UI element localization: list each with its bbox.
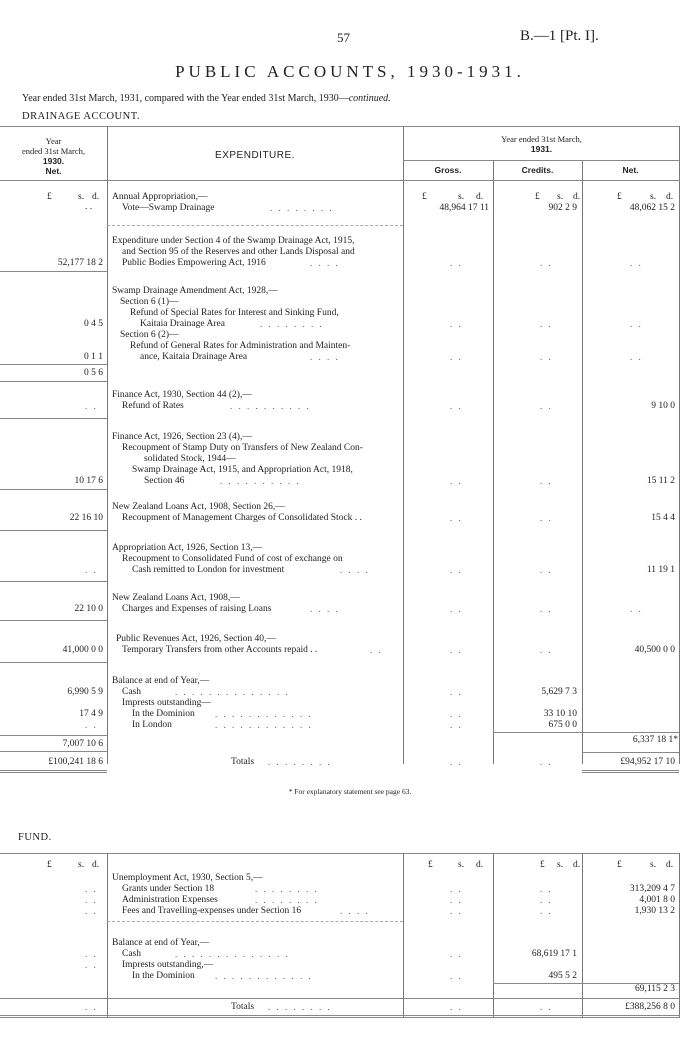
leader-dots: . . . . . . . . . . [230, 401, 311, 411]
r2-line1: Expenditure under Section 4 of the Swamp Drainage Act, 1915, [112, 236, 355, 246]
leader-dots: . . [450, 258, 463, 268]
header-bottom-rule [0, 180, 680, 181]
leader-dots: . . [540, 513, 553, 523]
leader-dots: . . [450, 720, 463, 730]
leader-dots: . . [540, 757, 553, 767]
r10-line5: In London [132, 720, 172, 730]
currency-d-gross: d. [476, 192, 484, 202]
leader-dots: . . [540, 476, 553, 486]
r1-line2: Vote—Swamp Drainage [122, 203, 215, 213]
fund-r2-line3: Imprests outstanding,— [122, 960, 214, 970]
fund-col-divider-expenditure [403, 853, 404, 1018]
table-top-rule [0, 126, 680, 127]
r10-line4: In the Dominion [132, 709, 195, 719]
leader-dots: . . . . . . . . . . . . [215, 971, 313, 981]
subtitle-continued: continued. [348, 93, 391, 104]
totals-net-1931: £94,952 17 10 [620, 757, 675, 767]
col-divider-1930 [107, 126, 108, 764]
r5-line5: Section 46 [144, 476, 185, 486]
r4-line2: Refund of Rates [122, 401, 184, 411]
totals-label-drainage: Totals [231, 757, 255, 767]
fund-r2-credit-cash: 68,619 17 1 [531, 949, 577, 959]
r10-credit-london: 675 0 0 [548, 720, 577, 730]
row-rule [0, 530, 107, 531]
fund-r2-line2: Cash [122, 949, 141, 959]
leader-dots: . . [540, 604, 553, 614]
subtitle-main: Year ended 31st March, 1931, compared with the Year ended 31st March, 1930— [22, 93, 349, 104]
fund-currency-s-net: s. [650, 860, 657, 870]
fund-col-divider-gross [493, 853, 494, 1018]
row-rule [0, 489, 107, 490]
fund-r2-credit-dominion: 495 5 2 [548, 971, 577, 981]
fund-totals-bottom-rule [0, 1015, 680, 1016]
leader-dots: . . [450, 1002, 463, 1012]
leader-dots: . . . . [340, 565, 370, 575]
leader-dots: . . . . [310, 352, 340, 362]
currency-d-credits: d. [573, 192, 581, 202]
header-year-1931 [403, 134, 680, 154]
leader-dots: . . [450, 895, 463, 905]
footnote: * For explanatory statement see page 63. [288, 787, 412, 796]
r10-line1: Balance at end of Year,— [112, 676, 210, 686]
fund-r1-net-c: 1,930 13 2 [634, 906, 675, 916]
subtotal-rule [493, 732, 679, 733]
r4-line1: Finance Act, 1930, Section 44 (2),— [112, 390, 252, 400]
header-net-1930: Net. [45, 166, 62, 176]
leader-dots: . . . . . . . . [255, 895, 319, 905]
r10-1930a: 6,990 5 9 [67, 687, 103, 697]
leader-dots: . . [540, 319, 553, 329]
r6-line1: New Zealand Loans Act, 1908, Section 26,— [112, 502, 285, 512]
leader-dots: . . . . . . . . [270, 203, 334, 213]
leader-dots: . . [85, 895, 98, 905]
fund-totals-rule [0, 998, 680, 999]
r6-net: 15 4 4 [651, 513, 675, 523]
fund-table-top-rule [0, 853, 680, 854]
fund-r1-net-a: 313,209 4 7 [629, 884, 675, 894]
r2-1930: 52,177 18 2 [57, 258, 103, 268]
fund-col-divider-1930 [107, 853, 108, 1018]
leader-dots: . . [85, 1002, 98, 1012]
leader-dots: . . [540, 258, 553, 268]
header-net-1931: Net. [622, 165, 639, 175]
r10-line3: Imprests outstanding— [122, 698, 211, 708]
page-title: PUBLIC ACCOUNTS, 1930-1931. [175, 62, 525, 81]
fund-currency-s-credits: s. [557, 860, 564, 870]
leader-dots: . . [450, 709, 463, 719]
header-ended-1931: Year ended 31st March, [501, 134, 582, 144]
r7-line1: Appropriation Act, 1926, Section 13,— [112, 543, 263, 553]
leader-dots: . . . . [310, 258, 340, 268]
leader-dots: . . [85, 949, 98, 959]
totals-label-fund: Totals [231, 1002, 255, 1012]
leader-dots: . . [450, 757, 463, 767]
fund-r2-net: 69,115 2 3 [634, 984, 675, 994]
r3-line1: Swamp Drainage Amendment Act, 1928,— [112, 286, 278, 296]
r9-line1: Public Revenues Act, 1926, Section 40,— [116, 634, 276, 644]
col-divider-expenditure [403, 126, 404, 764]
r4-net: 9 10 0 [651, 401, 675, 411]
leader-dots: . . . . . . . . . . . . . . [175, 687, 290, 697]
col-divider-gross [493, 160, 494, 764]
row-rule [0, 381, 107, 382]
fund-r1-line3: Administration Expenses [122, 895, 218, 905]
r3-line7: ance, Kaitaia Drainage Area [140, 352, 248, 362]
fund-currency-s-gross: s. [458, 860, 465, 870]
r5-line2: Recoupment of Stamp Duty on Transfers of New Zealand Con- [122, 443, 363, 453]
r1-line1: Annual Appropriation,— [112, 192, 208, 202]
r3-line6: Refund of General Rates for Administration and Mainten- [130, 341, 351, 351]
r5-1930: 10 17 6 [74, 476, 103, 486]
document-reference: B.—1 [Pt. I]. [520, 28, 599, 44]
fund-currency-pound-net: £ [617, 860, 622, 870]
fund-currency-d-1930: d. [92, 860, 100, 870]
r2-line2: and Section 95 of the Reserves and other Lands Disposal and [122, 247, 355, 257]
subtitle [22, 93, 391, 104]
fund-currency-pound-credits: £ [540, 860, 545, 870]
row-rule [0, 364, 107, 365]
leader-dots: . . . . . . . . . . . . . . [175, 949, 290, 959]
r9-1930: 41,000 0 0 [62, 645, 103, 655]
r10-net: 6,337 18 1* [632, 735, 678, 745]
leader-dots: . . [450, 645, 463, 655]
row-separator [107, 921, 403, 922]
fund-currency-d-gross: d. [476, 860, 484, 870]
fund-totals-double-rule [0, 1017, 680, 1018]
leader-dots: . . [540, 401, 553, 411]
leader-dots: . . [450, 687, 463, 697]
r8-line1: New Zealand Loans Act, 1908,— [112, 593, 240, 603]
r7-net: 11 19 1 [646, 565, 675, 575]
currency-s-gross: s. [458, 192, 465, 202]
row-rule [582, 752, 679, 753]
fund-r1-line1: Unemployment Act, 1930, Section 5,— [112, 873, 263, 883]
row-rule [0, 271, 107, 272]
leader-dots: . . [450, 971, 463, 981]
totals-1930: £100,241 18 6 [48, 757, 103, 767]
leader-dots: . . . . . . . . . . . . [215, 720, 313, 730]
page-number: 57 [337, 30, 350, 45]
leader-dots: . . . . . . . . [268, 1002, 332, 1012]
totals-rule [582, 770, 679, 771]
leader-dots: . . [85, 720, 98, 730]
leader-dots: . . [450, 319, 463, 329]
leader-dots: . . [540, 906, 553, 916]
currency-d-net: d. [666, 192, 674, 202]
leader-dots: . . [540, 352, 553, 362]
totals-double-rule [582, 772, 679, 773]
totals-rule [0, 770, 107, 771]
r7-line2: Recoupment to Consolidated Fund of cost of exchange on [122, 554, 343, 564]
header-ended: ended 31st March, [21, 146, 86, 156]
leader-dots: . . [370, 645, 383, 655]
r6-line2: Recoupment of Management Charges of Consolidated Stock . . [122, 513, 362, 523]
fund-currency-d-net: d. [666, 860, 674, 870]
col-divider-right [679, 126, 680, 764]
row-rule [0, 735, 107, 736]
leader-dots: . . [85, 565, 98, 575]
fund-r1-net-b: 4,001 8 0 [639, 895, 675, 905]
leader-dots: . . [540, 1002, 553, 1012]
currency-pound-1930: £ [47, 192, 52, 202]
r3-1930b: 0 1 1 [84, 352, 103, 362]
leader-dots: . . [85, 960, 98, 970]
leader-dots: . . [450, 401, 463, 411]
r3-line5: Section 6 (2)— [120, 330, 179, 340]
leader-dots: . . . . [310, 604, 340, 614]
section-title-fund: FUND. [18, 832, 52, 843]
fund-r2-line1: Balance at end of Year,— [112, 938, 210, 948]
r1-credits: 902 2 9 [548, 203, 577, 213]
col-divider-credits [582, 160, 583, 764]
currency-s-1930: s. [78, 192, 85, 202]
fund-currency-d-credits: d. [573, 860, 581, 870]
r7-line3: Cash remitted to London for investment [132, 565, 285, 575]
fund-col-divider-right [679, 853, 680, 1018]
leader-dots: . . [85, 401, 98, 411]
header-gross: Gross. [434, 165, 462, 175]
leader-dots: . . [450, 906, 463, 916]
fund-currency-s-1930: s. [78, 860, 85, 870]
leader-dots: . . [540, 565, 553, 575]
header-year-1930 [0, 136, 107, 176]
leader-dots: . . [630, 319, 643, 329]
section-title-drainage: DRAINAGE ACCOUNT. [22, 111, 140, 122]
currency-s-net: s. [650, 192, 657, 202]
fund-r1-line4: Fees and Travelling-expenses under Section 16 [122, 906, 302, 916]
r10-credit-cash: 5,629 7 3 [541, 687, 577, 697]
currency-s-credits: s. [557, 192, 564, 202]
header-split-rule [403, 160, 680, 161]
row-rule [0, 751, 107, 752]
leader-dots: . . [450, 949, 463, 959]
header-expenditure: EXPENDITURE. [215, 150, 295, 161]
leader-dots: . . [450, 476, 463, 486]
r10-line2: Cash [122, 687, 141, 697]
fund-r1-line2: Grants under Section 18 [122, 884, 215, 894]
r3-line3: Refund of Special Rates for Interest and Sinking Fund, [130, 308, 339, 318]
leader-dots: . . . . . . . . . . . . [215, 709, 313, 719]
r10-credit-dominion: 33 10 10 [543, 709, 577, 719]
row-rule [0, 418, 107, 419]
leader-dots: . . . . . . . . [260, 319, 324, 329]
leader-dots: . . [450, 604, 463, 614]
fund-currency-pound-gross: £ [428, 860, 433, 870]
leader-dots: . . . . . . . . [268, 757, 332, 767]
r3-1930a: 0 4 5 [84, 319, 103, 329]
leader-dots: . . [450, 565, 463, 575]
fund-totals-net: £388,256 8 0 [625, 1002, 675, 1012]
leader-dots: . . [85, 884, 98, 894]
r9-net: 40,500 0 0 [634, 645, 675, 655]
leader-dots: . . . . . . . . . . [220, 476, 301, 486]
r10-1930b: 17 4 9 [79, 709, 103, 719]
leader-dots: . . [450, 352, 463, 362]
r5-net: 15 11 2 [646, 476, 675, 486]
placeholder-dots: . . [85, 202, 93, 212]
leader-dots: . . [450, 884, 463, 894]
r5-line4: Swamp Drainage Act, 1915, and Appropriation Act, 1918, [132, 465, 353, 475]
r9-line2: Temporary Transfers from other Accounts repaid . . [122, 645, 318, 655]
currency-pound-credits: £ [535, 192, 540, 202]
r1-gross: 48,964 17 11 [439, 203, 489, 213]
leader-dots: . . [85, 906, 98, 916]
leader-dots: . . [450, 513, 463, 523]
fund-r2-line4: In the Dominion [132, 971, 195, 981]
row-rule [0, 581, 107, 582]
r5-line3: solidated Stock, 1944— [144, 454, 236, 464]
fund-currency-pound-1930: £ [47, 860, 52, 870]
totals-double-rule [0, 772, 107, 773]
r8-line2: Charges and Expenses of raising Loans [122, 604, 272, 614]
leader-dots: . . [540, 645, 553, 655]
leader-dots: . . . . [340, 906, 370, 916]
leader-dots: . . [630, 604, 643, 614]
r6-1930: 22 16 10 [69, 513, 103, 523]
leader-dots: . . [540, 895, 553, 905]
r3-line4: Kaitaia Drainage Area [140, 319, 225, 329]
leader-dots: . . [540, 884, 553, 894]
header-1931: 1931. [530, 144, 553, 154]
leader-dots: . . [630, 352, 643, 362]
r8-1930: 22 10 0 [74, 604, 103, 614]
header-1930: 1930. [42, 156, 65, 166]
currency-pound-net: £ [617, 192, 622, 202]
r3-1930-sum: 0 5 6 [84, 368, 103, 378]
currency-d-1930: d. [92, 192, 100, 202]
r3-line2: Section 6 (1)— [120, 297, 179, 307]
r10-1930-sum: 7,007 10 6 [62, 739, 103, 749]
row-rule [0, 662, 107, 663]
currency-pound-gross: £ [422, 192, 427, 202]
r1-net: 48,062 15 2 [629, 203, 675, 213]
header-credits: Credits. [521, 165, 554, 175]
r2-line3: Public Bodies Empowering Act, 1916 [122, 258, 266, 268]
row-rule [0, 620, 107, 621]
row-separator [107, 225, 403, 226]
leader-dots: . . [630, 258, 643, 268]
r5-line1: Finance Act, 1926, Section 23 (4),— [112, 432, 252, 442]
leader-dots: . . . . . . . . [255, 884, 319, 894]
header-year-word: Year [45, 136, 62, 146]
